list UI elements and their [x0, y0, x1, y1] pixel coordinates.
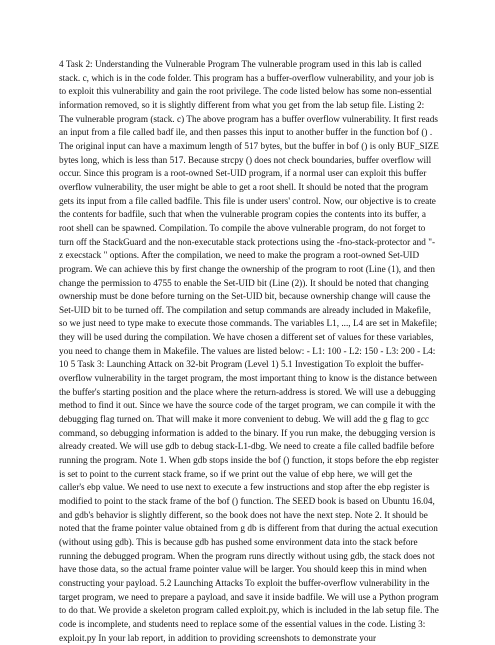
body-text: 4 Task 2: Understanding the Vulnerable Program The vulnerable program used in this lab is called stack. c, which is in the code folder. This program has a buffer-overflow vulnerability, and your job is to exploit this vulnerability and gain the root privilege. The code listed below has some non-essential information removed, so it is slightly different from what you get from the lab setup file. Listing 2: The vulnerable program (stack. c) The above program has a buffer overflow vulnerability. It first reads an input from a file called badf ile, and then passes this input to another buffer in the function bof () . The original input can have a maximum length of 517 bytes, but the buffer in bof () is only BUF_SIZE bytes long, which is less than 517. Because strcpy () does not check boundaries, buffer overflow will occur. Since this program is a root-owned Set-UID program, if a normal user can exploit this buffer overflow vulnerability, the user might be able to get a root shell. It should be noted that the program gets its input from a file called badfile. This file is under users' control. Now, our objective is to create the contents for badfile, such that when the vulnerable program copies the contents into its buffer, a root shell can be spawned. Compilation. To compile the above vulnerable program, do not forget to turn off the StackGuard and the non-executable stack protections using the -fno-stack-protector and "-z execstack " options. After the compilation, we need to make the program a root-owned Set-UID program. We can achieve this by first change the ownership of the program to root (Line (1), and then change the permission to 4755 to enable the Set-UID bit (Line (2)). It should be noted that changing ownership must be done before turning on the Set-UID bit, because ownership change will cause the Set-UID bit to be turned off. The compilation and setup commands are already included in Makefile, so we just need to type make to execute those commands. The variables L1, ..., L4 are set in Makefile; they will be used during the compilation. We have chosen a different set of values for these variables, you need to change them in Makefile. The values are listed below: - L1: 100 - L2: 150 - L3: 200 - L4: 10 5 Task 3: Launching Attack on 32-bit Program (Level 1) 5.1 Investigation To exploit the buffer-overflow vulnerability in the target program, the most important thing to know is the distance between the buffer's starting position and the place where the return-address is stored. We will use a debugging method to find it out. Since we have the source code of the target program, we can compile it with the debugging flag turned on. That will make it more convenient to debug. We will add the g flag to gcc command, so debugging information is added to the binary. If you run make, the debugging version is already created. We will use gdb to debug stack-L1-dbg. We need to create a file called badfile before running the program. Note 1. When gdb stops inside the bof () function, it stops before the ebp register is set to point to the current stack frame, so if we print out the value of ebp here, we will get the caller's ebp value. We need to use next to execute a few instructions and stop after the ebp register is modified to point to the stack frame of the bof () function. The SEED book is based on Ubuntu 16.04, and gdb's behavior is slightly different, so the book does not have the next step. Note 2. It should be noted that the frame pointer value obtained from g db is different from that during the actual execution (without using gdb). This is because gdb has pushed some environment data into the stack before running the debugged program. When the program runs directly without using gdb, the stack does not have those data, so the actual frame pointer value will be larger. You should keep this in mind when constructing your payload. 5.2 Launching Attacks To exploit the buffer-overflow vulnerability in the target program, we need to prepare a payload, and save it inside badfile. We will use a Python program to do that. We provide a skeleton program called exploit.py, which is included in the lab setup file. The code is incomplete, and students need to replace some of the essential values in the code. Listing 3: exploit.py In your lab report, in addition to providing screenshots to demonstrate your: [59, 59, 439, 643]
